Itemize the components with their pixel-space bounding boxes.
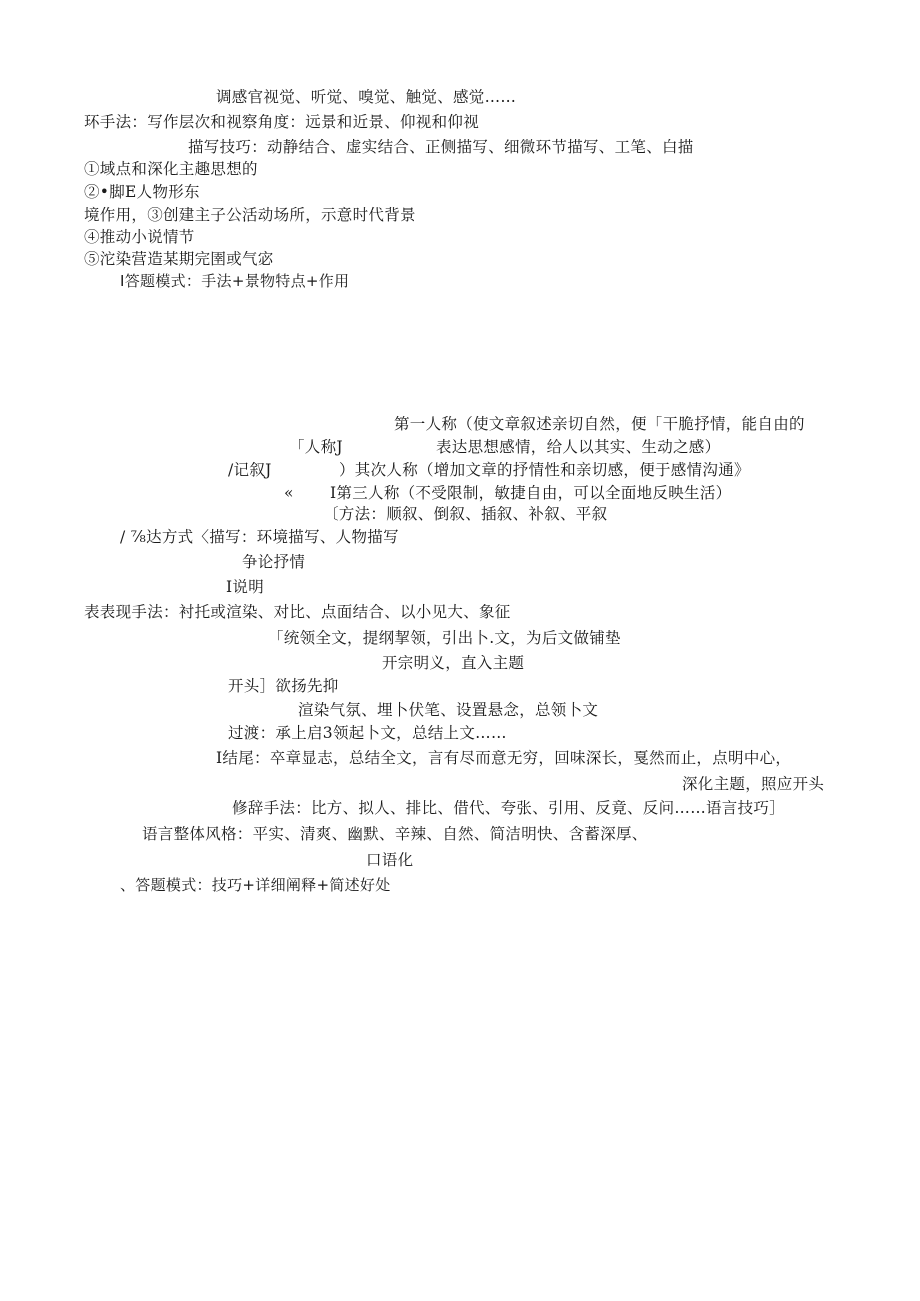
function-5-line: ⑤沱染营造某期完圉或气宓 [84,250,274,268]
function-3-line: 境作用，③创建主子公活动场所，示意时代背景 [84,206,416,224]
function-2-line: ②•脚E人物形东 [84,183,200,201]
senses-line: 调感官视觉、听觉、嗅觉、触觉、感觉…… [216,88,517,106]
answer-mode-2-line: 、答题模式：技巧+详细阐释+简述好处 [120,876,391,894]
rhetoric-line: 修辞手法：比方、拟人、排比、借代、夸张、引用、反竟、反问……语言技巧］ [232,799,786,817]
third-marker: « [284,484,294,502]
function-1-line: ①域点和深化主趣思想的 [84,160,258,178]
techniques-line: 表表现手法：衬托或渲染、对比、点面结合、以小见大、象征 [84,603,511,621]
style-b-line: 口语化 [366,851,414,869]
second-person-line: ）其次人称（增加文章的抒情性和亲切感，便于感情沟通》 [339,461,750,479]
opening-a-line: 「统领全文，提纲挈领，引出卜.文，为后文做铺垫 [268,629,621,647]
function-4-line: ④推动小说情节 [84,228,195,246]
skills-line: 描写技巧：动静结合、虚实结合、正侧描写、细微环节描写、工笔、白描 [188,138,694,156]
first-person-line: 第一人称（使文章叙述亲切自然，便「干脆抒情，能自由的 [394,415,805,433]
layers-line: 环手法：写作层次和视察角度：远景和近景、仰视和仰视 [84,113,480,131]
third-person-line: I第三人称（不受限制，敏捷自由，可以全面地反映生活） [330,484,732,502]
transition-line: 过渡：承上启3领起卜文，总结上文…… [228,724,507,742]
ending-a-line: I结尾：卒章显志，总结全文，言有尽而意无穷，回味深长，戛然而止，点明中心， [216,749,792,767]
narrate-label: /记叙J [228,461,272,479]
person-label: 「人称J [289,438,343,456]
first-person-cont-line: 表达思想感情，给人以其实、生动之感） [436,438,721,456]
style-a-line: 语言整体风格：平实、清爽、幽默、辛辣、自然、简洁明快、含蓄深厚、 [142,825,648,843]
ending-b-line: 深化主题，照应开头 [682,775,825,793]
answer-mode-1-line: I答题模式：手法+景物特点+作用 [120,272,350,290]
argue-line: 争论抒情 [242,553,306,571]
opening-b-line: 开宗明义，直入主题 [382,654,525,672]
opening-label-line: 开头］欲扬先抑 [228,677,339,695]
expression-line: / ⅞达方式〈描写：环境描写、人物描写 [120,528,399,546]
methods-line: 〔方法：顺叙、倒叙、插叙、补叙、平叙 [323,505,608,523]
explain-line: I说明 [226,578,265,596]
opening-c-line: 渲染气氛、埋卜伏笔、设置悬念，总领卜文 [298,701,599,719]
